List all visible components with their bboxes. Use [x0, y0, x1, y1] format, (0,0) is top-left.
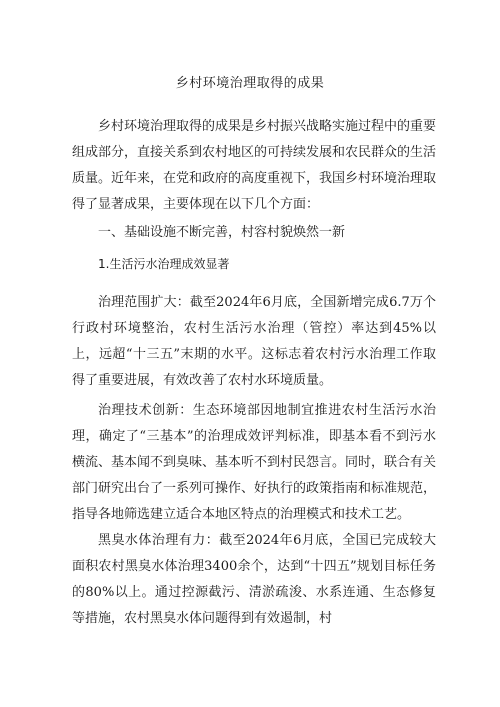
- subsection-heading: 1.生活污水治理成效显著: [98, 257, 230, 271]
- paragraph-scope: 治理范围扩大：截至2024年6月底，全国新增完成6.7万个行政村环境整治，农村生活污水治理（管控）率达到45%以上，远超“十三五”末期的水平。这标志着农村污水治理工作取得了重要进展，有效改善了农村水环境质量。: [72, 295, 436, 388]
- paragraph-black-water: 黑臭水体治理有力：截至2024年6月底，全国已完成较大面积农村黑臭水体治理3400余个，达到“十四五”规划目标任务的80%以上。通过控源截污、清淤疏浚、水系连通、生态修复等措施，农村黑臭水体问题得到有效遏制，村: [72, 533, 436, 626]
- intro-paragraph: 乡村环境治理取得的成果是乡村振兴战略实施过程中的重要组成部分，直接关系到农村地区的可持续发展和农民群众的生活质量。近年来，在党和政府的高度重视下，我国乡村环境治理取得了显著成果，主要体现在以下几个方面：: [72, 119, 437, 212]
- document-title: 乡村环境治理取得的成果: [175, 76, 325, 91]
- section-heading: 一、基础设施不断完善，村容村貌焕然一新: [98, 225, 346, 240]
- paragraph-technology: 治理技术创新：生态环境部因地制宜推进农村生活污水治理，确定了“三基本”的治理成效评判标准，即基本看不到污水横流、基本闻不到臭味、基本听不到村民怨言。同时，联合有关部门研究出台了一系列可操作、好执行的政策指南和标准规范，指导各地筛选建立适合本地区特点的治理模式和技术工艺。: [72, 403, 437, 522]
